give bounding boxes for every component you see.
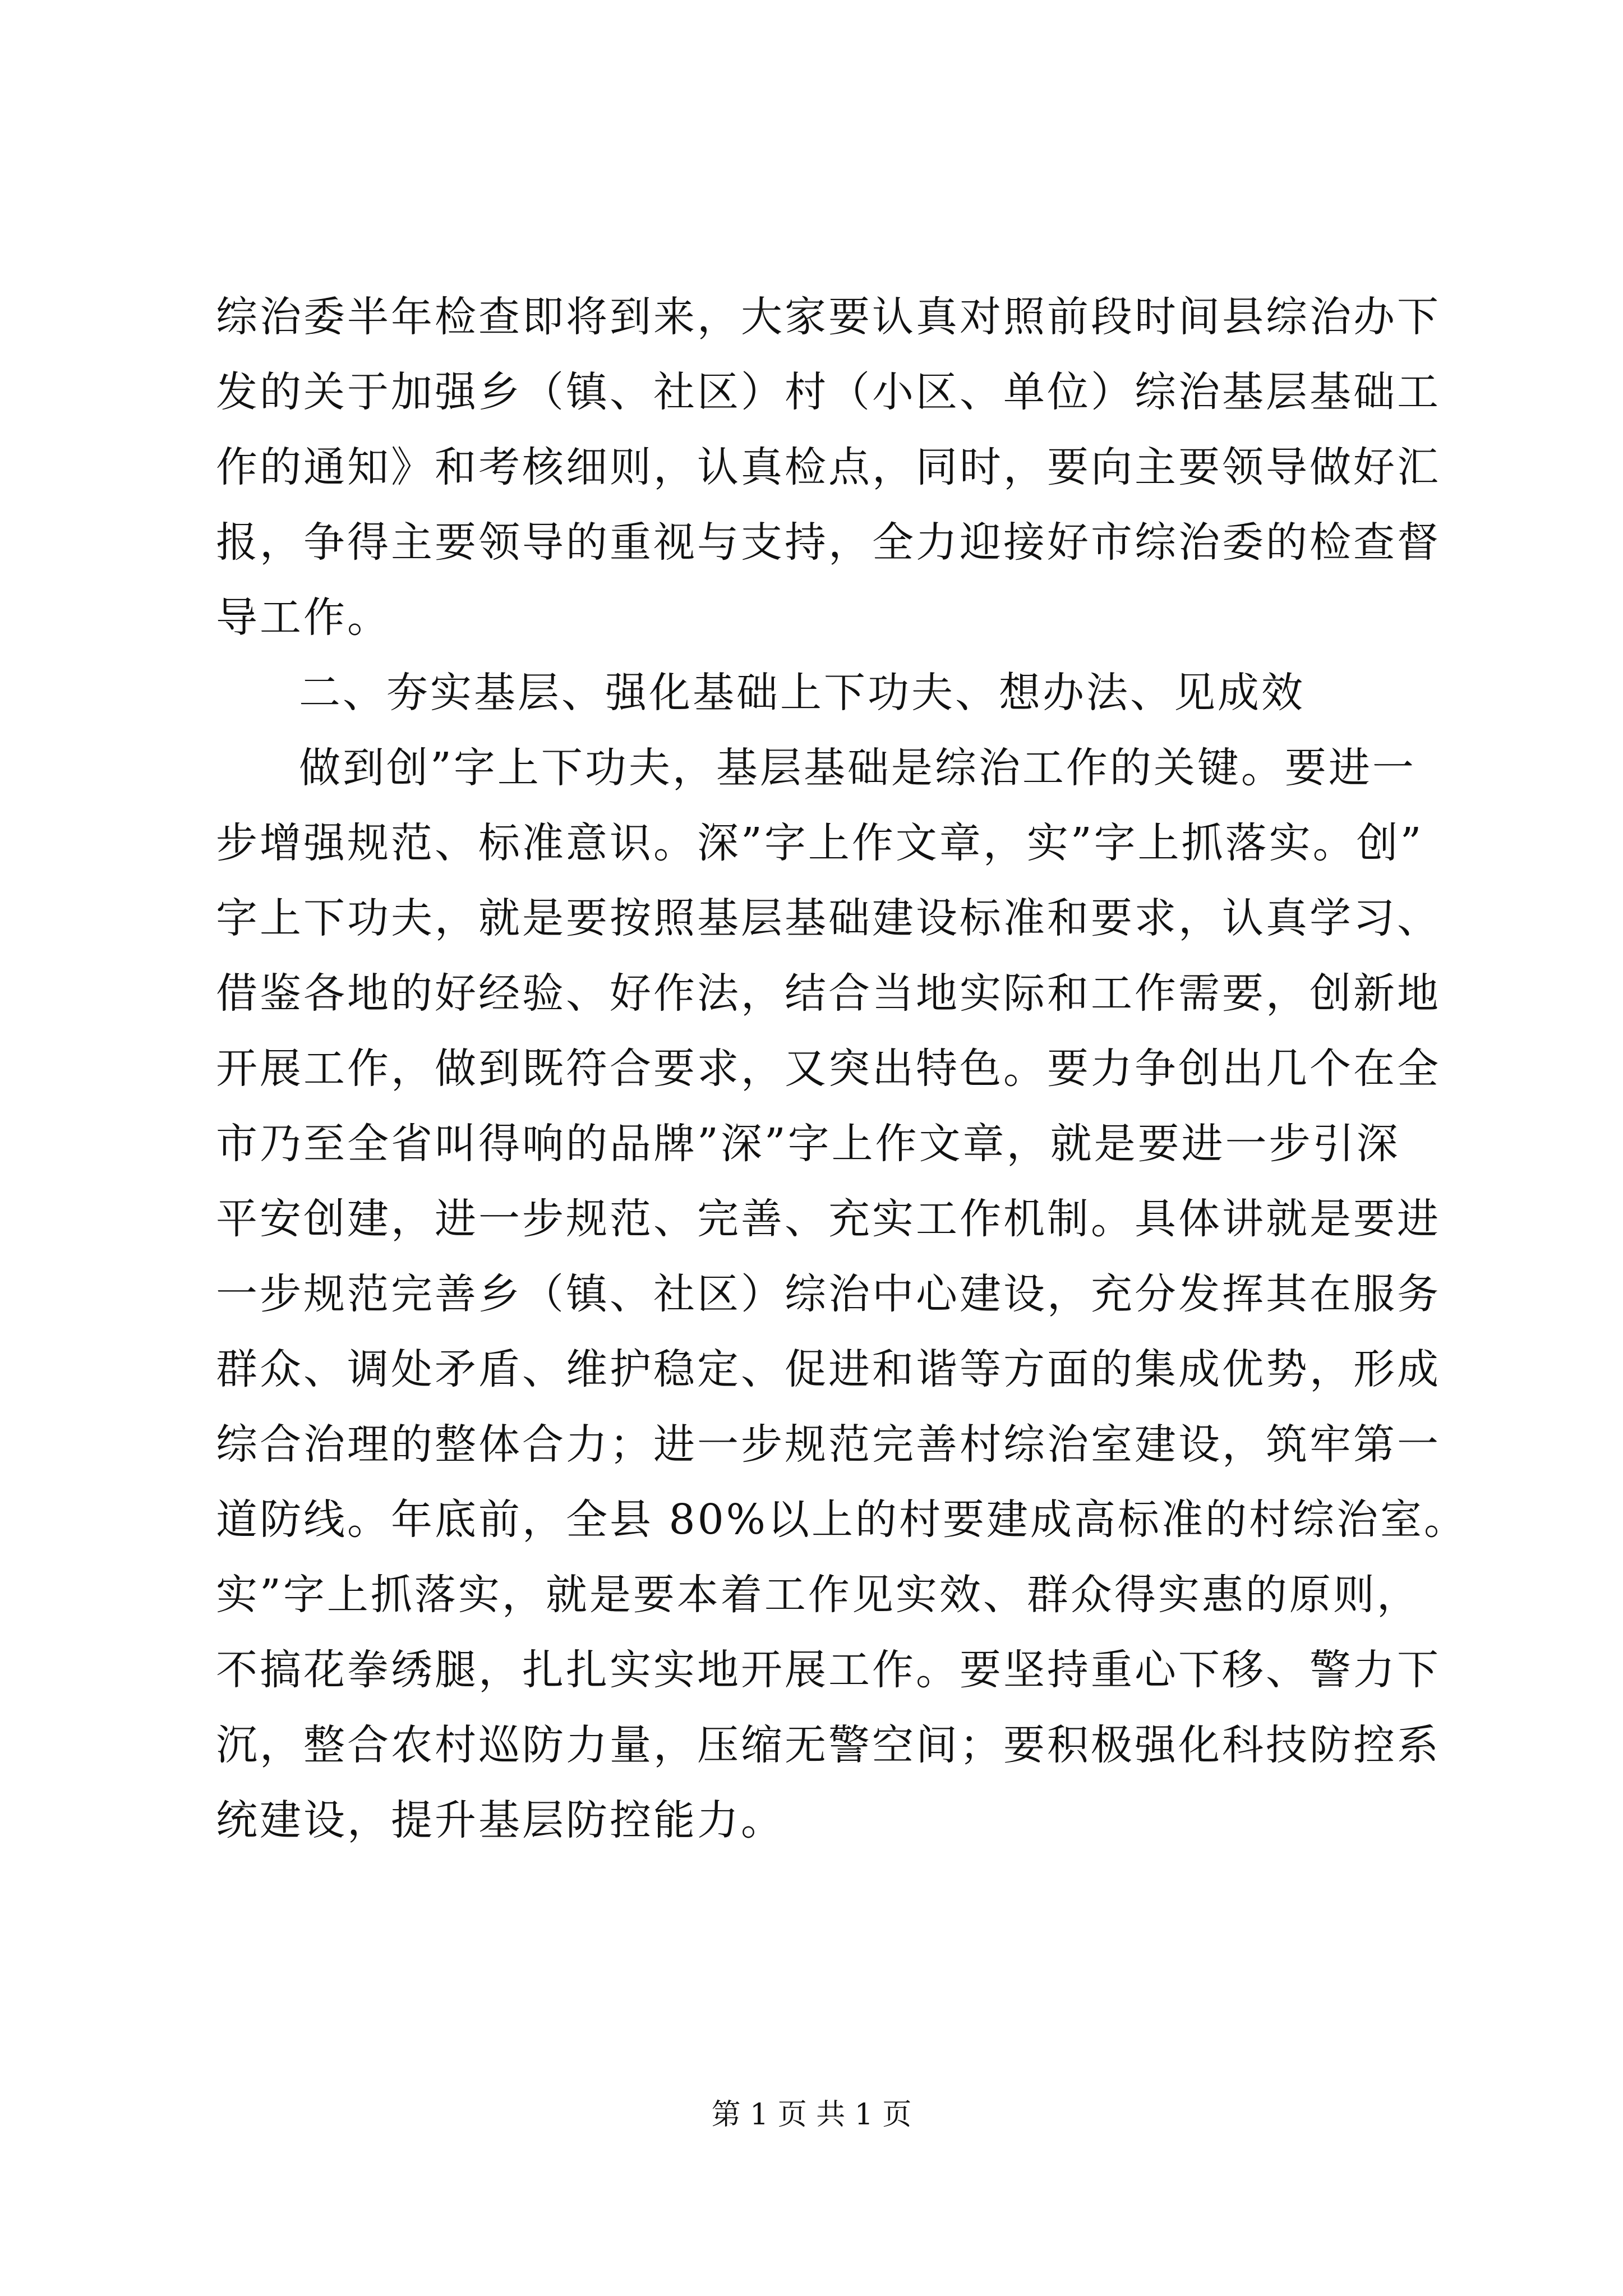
text-line: 导工作。 [216, 593, 391, 642]
text-line: 作的通知》和考核细则，认真检点，同时，要向主要领导做好汇 [216, 443, 1441, 491]
text-line: 群众、调处矛盾、维护稳定、促进和谐等方面的集成优势，形成 [216, 1345, 1441, 1393]
text-line: 实”字上抓落实，就是要本着工作见实效、群众得实惠的原则， [216, 1571, 1421, 1619]
text-line: 平安创建，进一步规范、完善、充实工作机制。具体讲就是要进 [216, 1195, 1441, 1243]
text-line: 综合治理的整体合力；进一步规范完善村综治室建设，筑牢第一 [216, 1420, 1441, 1469]
text-line: 报，争得主要领导的重视与支持，全力迎接好市综治委的检查督 [216, 518, 1441, 567]
text-line: 借鉴各地的好经验、好作法，结合当地实际和工作需要，创新地 [216, 969, 1441, 1018]
text-line: 开展工作，做到既符合要求，又突出特色。要力争创出几个在全 [216, 1045, 1441, 1093]
text-line: 字上下功夫，就是要按照基层基础建设标准和要求，认真学习、 [216, 894, 1441, 942]
text-line: 综治委半年检查即将到来，大家要认真对照前段时间县综治办下 [216, 293, 1441, 341]
text-line: 统建设，提升基层防控能力。 [216, 1796, 785, 1844]
section-heading: 二、夯实基层、强化基础上下功夫、想办法、见成效 [299, 669, 1305, 717]
text-line: 一步规范完善乡（镇、社区）综治中心建设，充分发挥其在服务 [216, 1270, 1441, 1318]
page-footer: 第 1 页 共 1 页 [711, 2098, 912, 2132]
text-line: 市乃至全省叫得响的品牌”深”字上作文章，就是要进一步引深 [216, 1120, 1400, 1168]
text-line: 步增强规范、标准意识。深”字上作文章，实”字上抓落实。创” [216, 819, 1424, 867]
text-line: 不搞花拳绣腿，扎扎实实地开展工作。要坚持重心下移、警力下 [216, 1646, 1441, 1694]
text-line: 发的关于加强乡（镇、社区）村（小区、单位）综治基层基础工 [216, 368, 1441, 416]
text-line: 沉，整合农村巡防力量，压缩无警空间；要积极强化科技防控系 [216, 1721, 1441, 1769]
text-line: 道防线。年底前，全县 80%以上的村要建成高标准的村综治室。 [216, 1496, 1468, 1544]
text-line: 做到创”字上下功夫，基层基础是综治工作的关键。要进一 [299, 744, 1416, 792]
